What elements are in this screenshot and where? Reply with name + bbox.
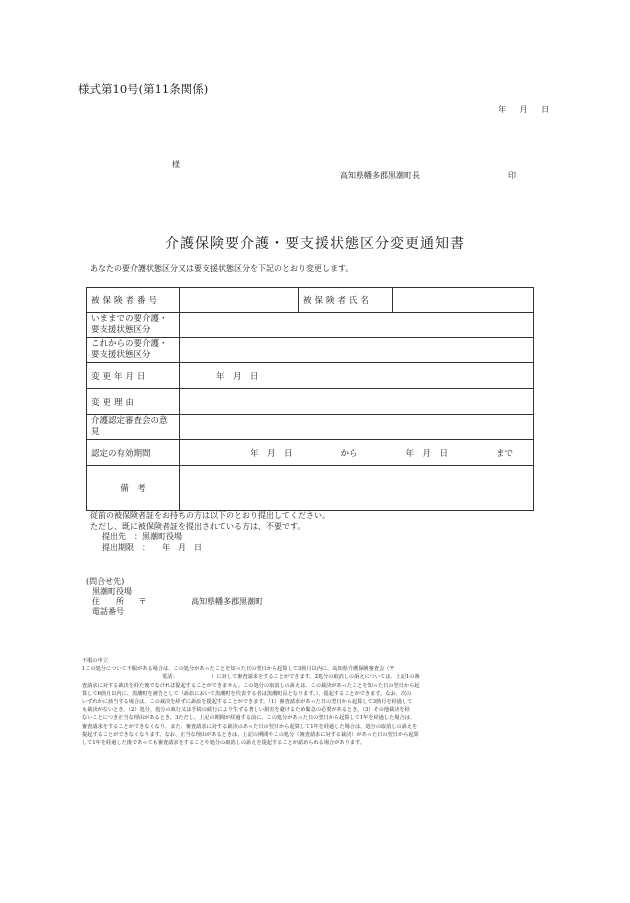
issue-date	[498, 104, 559, 115]
insured-number-cell	[180, 288, 299, 313]
document-title: 介護保険要介護・要支援状態区分変更通知書	[165, 236, 465, 252]
committee-opinion-label: 介護認定審査会の意見	[87, 415, 180, 440]
table-row	[87, 363, 534, 389]
objection-line: して1年を経過した後であっても審査請求をすることや処分の取消しの訴えを提起することが認められる場合があります。	[82, 740, 365, 747]
contact-address: 高知県幡多郡黒潮町	[191, 597, 264, 606]
contact-heading: (問合せ先)	[86, 577, 125, 586]
submit-deadline: 提出期限 ： 年 月 日	[102, 542, 202, 552]
postal-mark: 〒	[138, 597, 147, 606]
form-number: 様式第10号(第11条関係)	[78, 82, 209, 96]
objection-line: も裁決がないとき。（2）処分、処分の執行又は手続の続行により生ずる著しい損害を避けるため緊急の必要があるとき。（3）その他裁決を経	[82, 707, 410, 714]
phone-label: 電話番号	[92, 607, 124, 616]
objection-line: 1この処分について不服がある場合は、この処分があったことを知った日の翌日から起算して3箇月以内に、高知県介護保険審査会（〒	[82, 666, 395, 673]
validity-label: 認定の有効期間	[87, 440, 180, 466]
date-year: 年	[498, 105, 507, 114]
table-row	[87, 338, 534, 363]
objection-line: 算して6箇月以内に、黒潮町を被告として（訴訟において黒潮町を代表する者は黒潮町長となります。）、提起することができます。なお、次の	[82, 690, 412, 697]
objection-line: 査請求に対する裁決を経た後でなければ提起することができません。この処分の取消しの訴えは、この裁決があったことを知った日の翌日から起	[82, 682, 420, 689]
change-date-label: 変更年月日	[87, 363, 180, 389]
submit-to: 提出先 ：黒潮町役場	[102, 532, 182, 541]
intro-text: あなたの要介護状態区分又は要支援状態区分を下記のとおり変更します。	[90, 264, 354, 273]
objection-heading: 不服の申立	[82, 658, 108, 664]
reason-label: 変更理由	[87, 389, 180, 415]
objection-line: 提起することができなくなります。なお、正当な理由があるときは、上記の期間やこの処分（審査請求に対する裁決）があった日の翌日から起算	[82, 731, 419, 738]
submission-notes	[90, 511, 330, 553]
objection-line: いずれかに該当する場合は、この裁決を経ずに訴訟を提起することができます。（1）審査請求があった日の翌日から起算して3箇月を経過して	[82, 699, 413, 706]
objection-notice	[82, 657, 552, 747]
address-label: 住 所	[92, 597, 124, 606]
recipient-honorific: 様	[172, 160, 180, 169]
validity-from: 年 月 日	[250, 448, 293, 459]
objection-line: ないことにつき正当な理由があるとき。3ただし、上記の期間が経過する前に、この処分があった日の翌日から起算して1年を経過した場合は、	[82, 715, 416, 722]
insured-name-cell	[393, 288, 534, 313]
objection-line: 審査請求をすることができなくなり、また、審査請求に対する裁決のあった日の翌日から起算して1年を経過した場合は、処分の取消しの訴えを	[82, 723, 418, 730]
insured-name-label: 被保険者氏名	[299, 288, 393, 313]
contact-block	[86, 577, 263, 617]
remarks-cell	[180, 466, 534, 511]
objection-line: 電話： ）に対して審査請求をすることができます。2処分の取消しの訴えについては、上記1の審	[162, 674, 420, 681]
table-row	[87, 415, 534, 440]
seal-mark: 印	[508, 171, 516, 180]
notes-line-2: ただし、既に被保険者証を提出されている方は、不要です。	[90, 521, 306, 531]
validity-cell	[180, 440, 534, 466]
validity-from-suffix: から	[340, 448, 358, 459]
table-row	[87, 440, 534, 466]
validity-to-suffix: まで	[495, 448, 513, 459]
validity-to: 年 月 日	[405, 448, 448, 459]
table-row	[87, 288, 534, 313]
reason-cell	[180, 389, 534, 415]
table-row	[87, 313, 534, 338]
remarks-label: 備 考	[87, 466, 180, 511]
committee-opinion-cell	[180, 415, 534, 440]
contact-office: 黒潮町役場	[92, 587, 132, 596]
previous-status-cell	[180, 313, 534, 338]
date-day: 日	[541, 105, 551, 114]
table-row	[87, 389, 534, 415]
new-status-cell	[180, 338, 534, 363]
date-month: 月	[519, 105, 529, 114]
table-row	[87, 466, 534, 511]
notes-line-1: 従前の被保険者証をお持ちの方は以下のとおり提出してください。	[90, 511, 330, 520]
notice-table	[86, 287, 534, 511]
insured-number-label: 被保険者番号	[87, 288, 180, 313]
issuer-name: 高知県幡多郡黒潮町長	[340, 171, 420, 180]
change-date-cell: 年 月 日	[180, 363, 534, 389]
previous-status-label: いままでの要介護・要支援状態区分	[87, 313, 180, 338]
new-status-label: これからの要介護・要支援状態区分	[87, 338, 180, 363]
contact-address-row	[86, 597, 263, 607]
